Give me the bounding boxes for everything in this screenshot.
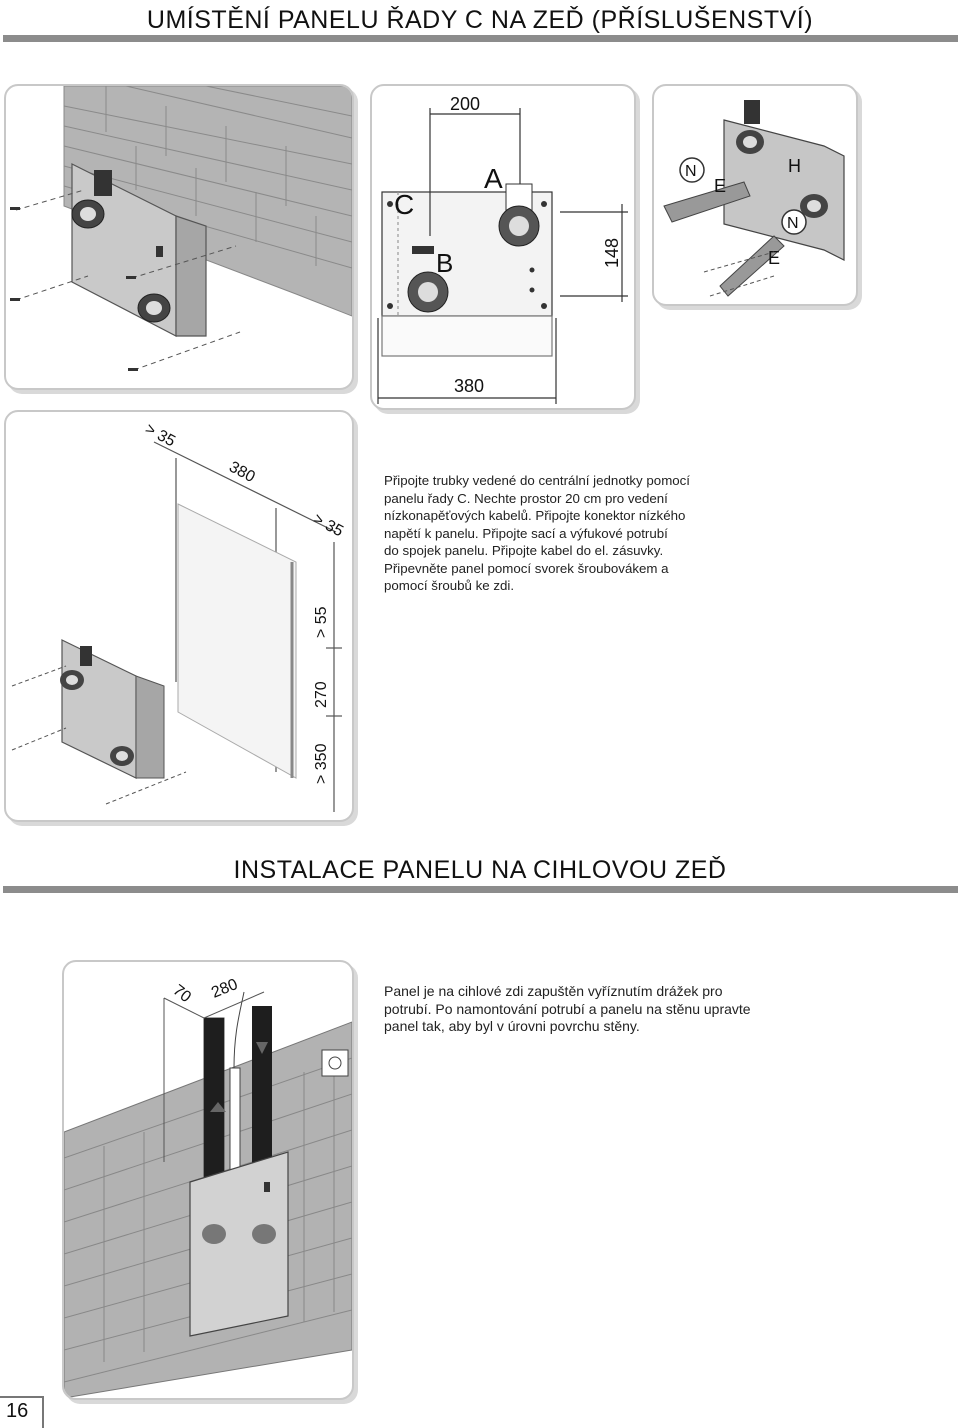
dim-height: 270 [313, 681, 330, 708]
dim-height-right: 148 [602, 237, 622, 268]
figure-wall-mount [4, 84, 354, 390]
label-e1: E [714, 176, 727, 196]
dim-groove-right: 280 [209, 975, 241, 1002]
dimensions-drawing [372, 86, 634, 408]
brick-wall-illustration [64, 962, 352, 1398]
figure-brackets [652, 84, 858, 306]
section2-underline [3, 886, 958, 893]
label-b: B [436, 248, 454, 278]
section1-line: napětí k panelu. Připojte sací a výfukové potrubí [384, 525, 668, 541]
label-n2: N [787, 215, 799, 232]
dim-width-top: 200 [450, 94, 481, 114]
section1-line: pomocí šroubů ke zdi. [384, 578, 515, 593]
figure-brick-wall [62, 960, 354, 1400]
section1-line: do spojek panelu. Připojte kabel do el. zásuvky. [384, 543, 664, 558]
section1-line: panelu řady C. Nechte prostor 20 cm pro vedení [384, 490, 668, 506]
dim-width: 380 [226, 458, 258, 487]
section1-line: Připevněte panel pomocí svorek šroubovákem a [384, 560, 669, 576]
dim-top-left: > 35 [142, 420, 178, 451]
brackets-illustration [654, 86, 856, 304]
title-underline [3, 35, 958, 42]
section1-paragraph [384, 472, 744, 595]
dim-side-bottom: > 350 [313, 743, 330, 784]
section2-line: potrubí. Po namontování potrubí a panelu na stěnu upravte [384, 1000, 751, 1017]
label-c: C [394, 189, 415, 220]
dim-top-right: > 35 [310, 510, 346, 541]
page-number: 16 [6, 1400, 29, 1422]
figure-dimensions [370, 84, 636, 410]
figure-clearances [4, 410, 354, 822]
page-title: UMÍSTĚNÍ PANELU ŘADY C NA ZEĎ (PŘÍSLUŠENSTVÍ) [146, 6, 814, 34]
dim-width-bottom: 380 [454, 376, 485, 396]
dim-groove-left: 70 [169, 981, 195, 1007]
clearances-illustration [6, 412, 352, 820]
label-e2: E [768, 248, 781, 268]
label-n1: N [685, 163, 697, 180]
section1-line: nízkonapěťových kabelů. Připojte konektor nízkého [384, 508, 686, 523]
section1-line: Připojte trubky vedené do centrální jednotky pomocí [384, 473, 691, 488]
section2-line: Panel je na cihlové zdi zapuštěn vyříznutím drážek pro [384, 983, 723, 999]
label-h: H [788, 156, 801, 176]
section2-title: INSTALACE PANELU NA CIHLOVOU ZEĎ [233, 856, 727, 884]
section2-paragraph [384, 983, 804, 1036]
dim-side-top: > 55 [313, 606, 330, 638]
label-a: A [484, 163, 503, 194]
section2-line: panel tak, aby byl v úrovni povrchu stěny. [384, 1018, 640, 1034]
wall-mount-illustration [6, 86, 352, 388]
